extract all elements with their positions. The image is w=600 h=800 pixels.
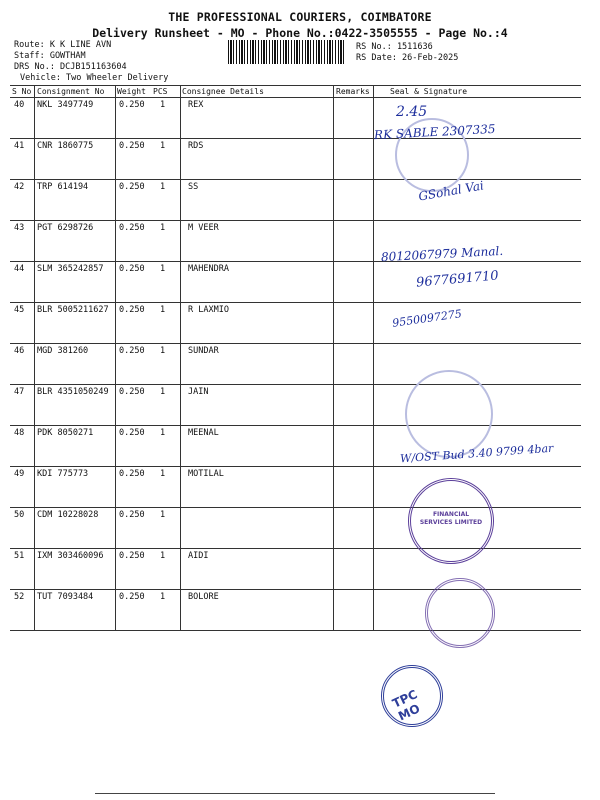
- row-divider: [10, 425, 581, 426]
- col-header-consignee: Consignee Details: [182, 87, 264, 96]
- route-label: Route: K K LINE AVN: [14, 40, 112, 50]
- row-divider: [10, 179, 581, 180]
- row-weight: 0.250: [119, 510, 145, 520]
- row-sno: 40: [14, 100, 25, 110]
- row-weight: 0.250: [119, 100, 145, 110]
- row-weight: 0.250: [119, 592, 145, 602]
- faded-stamp: [425, 578, 495, 648]
- rs-date-label: RS Date: 26-Feb-2025: [356, 53, 459, 63]
- row-consignee: JAIN: [188, 387, 209, 397]
- row-sno: 42: [14, 182, 25, 192]
- row-consignee: SUNDAR: [188, 346, 219, 356]
- row-pcs: 1: [160, 141, 166, 151]
- row-sno: 47: [14, 387, 25, 397]
- document-subtitle: Delivery Runsheet - MO - Phone No.:0422-3505555 - Page No.:4: [92, 26, 508, 40]
- row-divider: [10, 343, 581, 344]
- row-pcs: 1: [160, 428, 166, 438]
- col-header-sno: S No: [12, 87, 32, 96]
- row-consignee: MEENAL: [188, 428, 219, 438]
- row-pcs: 1: [160, 592, 166, 602]
- row-consignee: BOLORE: [188, 592, 219, 602]
- row-consignment: IXM 303460096: [37, 551, 104, 561]
- document-title: THE PROFESSIONAL COURIERS, COIMBATORE: [168, 10, 432, 24]
- row-pcs: 1: [160, 182, 166, 192]
- row-weight: 0.250: [119, 182, 145, 192]
- header-bottom-border: [10, 97, 581, 98]
- row-pcs: 1: [160, 305, 166, 315]
- row-consignee: REX: [188, 100, 204, 110]
- row-weight: 0.250: [119, 264, 145, 274]
- row-pcs: 1: [160, 346, 166, 356]
- handwriting: 8012067979 Manal.: [380, 243, 504, 265]
- vehicle-label: Vehicle: Two Wheeler Delivery: [20, 73, 169, 83]
- row-divider: [10, 261, 581, 262]
- row-weight: 0.250: [119, 141, 145, 151]
- col-header-consignment: Consignment No: [37, 87, 105, 96]
- row-sno: 50: [14, 510, 25, 520]
- row-consignee: MAHENDRA: [188, 264, 229, 274]
- row-consignment: BLR 4351050249: [37, 387, 109, 397]
- row-sno: 51: [14, 551, 25, 561]
- handwriting: 9677691710: [415, 268, 500, 291]
- row-consignee: SS: [188, 182, 199, 192]
- staff-label: Staff: GOWTHAM: [14, 51, 86, 61]
- row-weight: 0.250: [119, 223, 145, 233]
- row-divider: [10, 302, 581, 303]
- row-divider: [10, 384, 581, 385]
- rs-no-label: RS No.: 1511636: [356, 42, 433, 52]
- row-consignment: PGT 6298726: [37, 223, 94, 233]
- row-consignment: TRP 614194: [37, 182, 89, 192]
- row-weight: 0.250: [119, 387, 145, 397]
- row-weight: 0.250: [119, 469, 145, 479]
- col-header-weight: Weight: [117, 87, 146, 96]
- row-sno: 46: [14, 346, 25, 356]
- row-consignment: TUT 7093484: [37, 592, 94, 602]
- col-header-seal: Seal & Signature: [390, 87, 468, 96]
- row-sno: 52: [14, 592, 25, 602]
- row-consignment: MGD 381260: [37, 346, 89, 356]
- row-consignee: R LAXMIO: [188, 305, 229, 315]
- row-divider: [10, 138, 581, 139]
- row-consignment: NKL 3497749: [37, 100, 94, 110]
- row-pcs: 1: [160, 100, 166, 110]
- handwriting: RK SABLE 2307335: [373, 121, 496, 143]
- handwriting: 2.45: [396, 104, 428, 120]
- footer-line: [95, 793, 495, 794]
- row-weight: 0.250: [119, 305, 145, 315]
- row-divider: [10, 220, 581, 221]
- row-consignment: PDK 8050271: [37, 428, 94, 438]
- faded-stamp: [405, 370, 493, 458]
- row-pcs: 1: [160, 510, 166, 520]
- services-stamp: [408, 478, 494, 564]
- row-consignment: CDM 10228028: [37, 510, 99, 520]
- col-header-remarks: Remarks: [336, 87, 370, 96]
- row-weight: 0.250: [119, 346, 145, 356]
- tpc-stamp: [381, 665, 443, 727]
- row-divider: [10, 466, 581, 467]
- row-pcs: 1: [160, 387, 166, 397]
- row-consignment: CNR 1860775: [37, 141, 94, 151]
- row-sno: 45: [14, 305, 25, 315]
- row-consignee: AIDI: [188, 551, 209, 561]
- row-pcs: 1: [160, 551, 166, 561]
- row-sno: 49: [14, 469, 25, 479]
- row-consignment: SLM 365242857: [37, 264, 104, 274]
- row-divider: [10, 589, 581, 590]
- row-consignee: M VEER: [188, 223, 219, 233]
- row-consignee: RDS: [188, 141, 204, 151]
- row-weight: 0.250: [119, 551, 145, 561]
- handwriting: GSohal Vai: [417, 178, 485, 204]
- row-divider: [10, 507, 581, 508]
- tpc-stamp-text: TPC MO: [390, 687, 423, 724]
- row-pcs: 1: [160, 469, 166, 479]
- handwriting: W/OST Bud 3.40 9799 4bar: [399, 441, 554, 466]
- row-consignee: MOTILAL: [188, 469, 224, 479]
- handwriting: 9550097275: [391, 307, 463, 330]
- row-weight: 0.250: [119, 428, 145, 438]
- row-consignment: BLR 5005211627: [37, 305, 109, 315]
- row-pcs: 1: [160, 223, 166, 233]
- row-sno: 48: [14, 428, 25, 438]
- row-sno: 41: [14, 141, 25, 151]
- row-sno: 43: [14, 223, 25, 233]
- row-consignment: KDI 775773: [37, 469, 89, 479]
- row-divider: [10, 548, 581, 549]
- barcode: [228, 40, 346, 64]
- col-header-pcs: PCS: [153, 87, 168, 96]
- row-sno: 44: [14, 264, 25, 274]
- drs-label: DRS No.: DCJB151163604: [14, 62, 127, 72]
- row-divider: [10, 630, 581, 631]
- table-top-border: [10, 85, 581, 86]
- services-stamp-text: FINANCIAL SERVICES LIMITED: [419, 511, 483, 526]
- row-pcs: 1: [160, 264, 166, 274]
